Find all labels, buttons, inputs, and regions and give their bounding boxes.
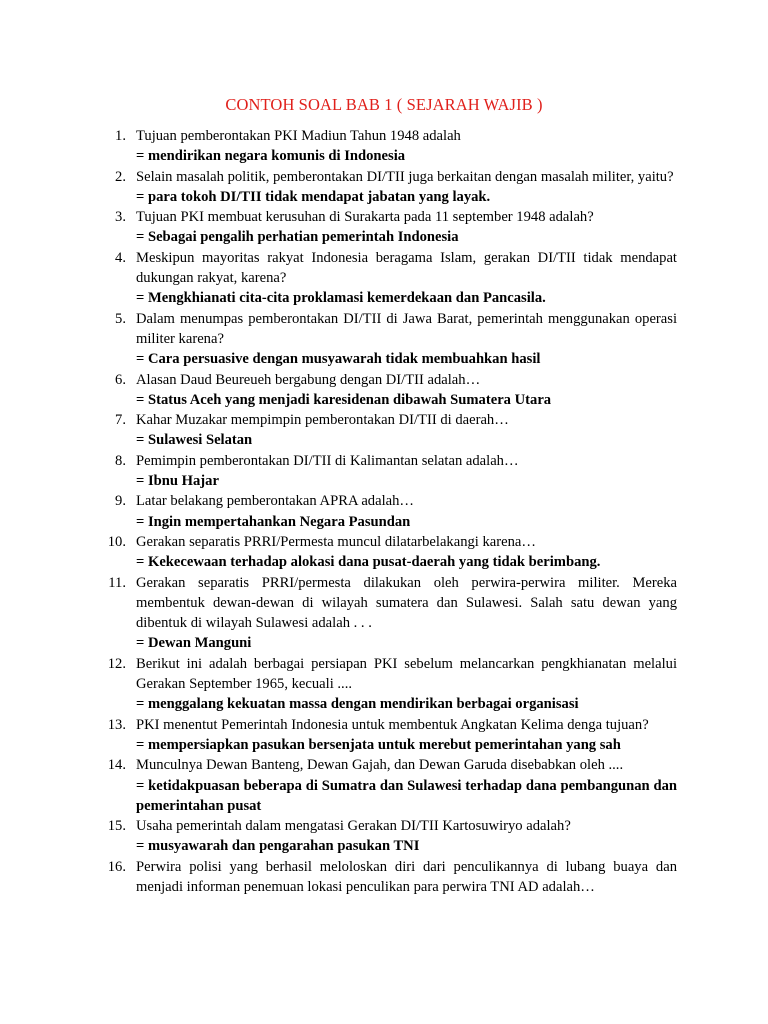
- question-text: Usaha pemerintah dalam mengatasi Gerakan DI/TII Kartosuwiryo adalah?: [136, 818, 571, 835]
- question-text: Selain masalah politik, pemberontakan DI/TII juga berkaitan dengan masalah militer, yaitu?: [136, 168, 674, 185]
- question-item: [92, 715, 677, 756]
- question-item: [92, 816, 677, 857]
- question-number: 15.: [107, 818, 126, 835]
- question-text: Munculnya Dewan Banteng, Dewan Gajah, dan Dewan Garuda disebabkan oleh ....: [136, 757, 624, 774]
- question-text: Alasan Daud Beureueh bergabung dengan DI/TII adalah…: [136, 371, 481, 388]
- question-item: [92, 126, 677, 167]
- question-item: [92, 654, 677, 715]
- answer-text: = Sulawesi Selatan: [136, 432, 253, 449]
- answer-text: = Status Aceh yang menjadi karesidenan dibawah Sumatera Utara: [136, 391, 552, 408]
- answer-text: = Ibnu Hajar: [136, 473, 219, 490]
- question-number: 12.: [107, 655, 126, 672]
- answer-text: = Kekecewaan terhadap alokasi dana pusat-daerah yang tidak berimbang.: [136, 554, 601, 571]
- question-number: 5.: [115, 310, 126, 327]
- question-list: [92, 126, 677, 897]
- question-item: [92, 410, 677, 451]
- question-text: Pemimpin pemberontakan DI/TII di Kalimantan selatan adalah…: [136, 452, 519, 469]
- question-number: 13.: [107, 716, 126, 733]
- question-item: [92, 207, 677, 248]
- question-number: 10.: [107, 533, 126, 550]
- question-number: 16.: [107, 858, 126, 875]
- question-text: Latar belakang pemberontakan APRA adalah…: [136, 493, 415, 510]
- question-item: [92, 573, 677, 654]
- question-number: 3.: [115, 209, 126, 226]
- answer-text: = Dewan Manguni: [136, 635, 252, 652]
- answer-text: = mempersiapkan pasukan bersenjata untuk merebut pemerintahan yang sah: [136, 736, 621, 753]
- question-text: Berikut ini adalah berbagai persiapan PKI sebelum melancarkan pengkhianatan melalui Gerakan September 1965, kecuali ....: [136, 655, 677, 693]
- answer-text: = Cara persuasive dengan musyawarah tidak membuahkan hasil: [136, 351, 541, 368]
- question-item: [92, 248, 677, 309]
- question-item: [92, 532, 677, 573]
- answer-text: = musyawarah dan pengarahan pasukan TNI: [136, 838, 420, 855]
- answer-text: = Mengkhianati cita-cita proklamasi kemerdekaan dan Pancasila.: [136, 290, 546, 307]
- question-text: Gerakan separatis PRRI/permesta dilakukan oleh perwira-perwira militer. Mereka membentuk dewan-dewan di wilayah sumatera dan Sulawesi. Salah satu dewan yang dibentuk di wilayah Sulawesi adalah . . .: [136, 574, 677, 632]
- document-title: CONTOH SOAL BAB 1 ( SEJARAH WAJIB ): [225, 95, 543, 114]
- question-text: Dalam menumpas pemberontakan DI/TII di Jawa Barat, pemerintah menggunakan operasi militer karena?: [136, 310, 677, 347]
- question-number: 6.: [115, 371, 126, 388]
- question-item: [92, 370, 677, 411]
- question-number: 1.: [115, 128, 126, 144]
- question-number: 14.: [107, 757, 126, 774]
- question-text: Meskipun mayoritas rakyat Indonesia beragama Islam, gerakan DI/TII tidak mendapat dukungan rakyat, karena?: [136, 249, 677, 287]
- question-number: 2.: [115, 168, 126, 185]
- question-number: 8.: [115, 452, 126, 469]
- question-text: Kahar Muzakar mempimpin pemberontakan DI/TII di daerah…: [136, 412, 509, 429]
- question-item: [92, 857, 677, 898]
- question-number: 4.: [115, 249, 126, 266]
- question-text: Gerakan separatis PRRI/Permesta muncul dilatarbelakangi karena…: [136, 533, 536, 550]
- question-text: PKI menentut Pemerintah Indonesia untuk membentuk Angkatan Kelima denga tujuan?: [136, 716, 649, 733]
- question-item: [92, 451, 677, 492]
- question-text: Perwira polisi yang berhasil meloloskan diri dari penculikannya di lubang buaya dan menjadi informan penemuan lokasi penculikan para perwira TNI AD adalah…: [136, 858, 677, 895]
- question-number: 11.: [108, 574, 126, 591]
- answer-text: = ketidakpuasan beberapa di Sumatra dan Sulawesi terhadap dana pembangunan dan pemerintahan pusat: [136, 777, 677, 814]
- answer-text: = menggalang kekuatan massa dengan mendirikan berbagai organisasi: [136, 696, 579, 713]
- question-item: [92, 167, 677, 208]
- question-number: 9.: [115, 493, 126, 510]
- question-number: 7.: [115, 412, 126, 429]
- answer-text: = mendirikan negara komunis di Indonesia: [136, 148, 406, 165]
- question-item: [92, 491, 677, 532]
- question-text: Tujuan pemberontakan PKI Madiun Tahun 1948 adalah: [136, 128, 461, 144]
- answer-text: = Ingin mempertahankan Negara Pasundan: [136, 513, 411, 530]
- question-item: [92, 755, 677, 816]
- answer-text: = para tokoh DI/TII tidak mendapat jabatan yang layak.: [136, 188, 491, 205]
- question-text: Tujuan PKI membuat kerusuhan di Surakarta pada 11 september 1948 adalah?: [136, 209, 594, 226]
- question-item: [92, 309, 677, 370]
- answer-text: = Sebagai pengalih perhatian pemerintah Indonesia: [136, 229, 459, 246]
